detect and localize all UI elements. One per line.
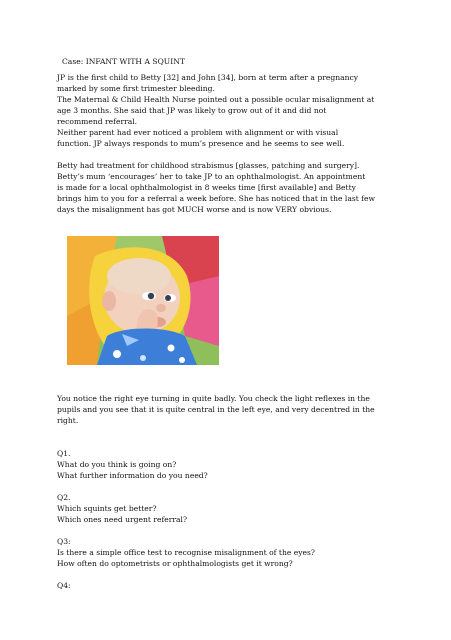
question-label: Q1. — [57, 449, 71, 458]
infant-photo — [67, 236, 219, 365]
intro-line: recommend referral. — [57, 117, 138, 126]
history-line: days the misalignment has got MUCH worse and is now VERY obvious. — [57, 205, 332, 214]
exam-line: You notice the right eye turning in quite badly. You check the light reflexes in the — [57, 394, 370, 403]
question-line: What further information do you need? — [57, 471, 208, 480]
question-label: Q2. — [57, 493, 71, 502]
history-line: brings him to you for a referral a week before. She has noticed that in the last few — [57, 194, 376, 203]
history-line: Betty had treatment for childhood strabismus [glasses, patching and surgery]. — [57, 161, 360, 170]
question-line: Which ones need urgent referral? — [57, 515, 188, 524]
intro-line: The Maternal & Child Health Nurse pointed out a possible ocular misalignment at — [57, 95, 375, 104]
intro-line: function. JP always responds to mum’s presence and he seems to see well. — [57, 139, 345, 148]
intro-line: JP is the first child to Betty [32] and John [34], born at term after a pregnancy — [57, 73, 359, 82]
exam-line: pupils and you see that it is quite central in the left eye, and very decentred in the — [57, 405, 375, 414]
case-title: Case: INFANT WITH A SQUINT — [62, 57, 185, 66]
history-line: is made for a local ophthalmologist in 8 weeks time [first available] and Betty — [57, 183, 356, 192]
question-label: Q4: — [57, 581, 71, 590]
question-line: What do you think is going on? — [57, 460, 177, 469]
exam-line: right. — [57, 416, 79, 425]
question-line: Which squints get better? — [57, 504, 157, 513]
intro-line: age 3 months. She said that JP was likely to grow out of it and did not — [57, 106, 327, 115]
question-line: How often do optometrists or ophthalmologists get it wrong? — [57, 559, 293, 568]
intro-line: Neither parent had ever noticed a problem with alignment or with visual — [57, 128, 339, 137]
question-line: Is there a simple office test to recognise misalignment of the eyes? — [57, 548, 315, 557]
infant-illustration — [67, 236, 219, 365]
history-line: Betty’s mum ‘encourages’ her to take JP to an ophthalmologist. An appointment — [57, 172, 366, 181]
question-label: Q3: — [57, 537, 71, 546]
intro-line: marked by some first trimester bleeding. — [57, 84, 215, 93]
